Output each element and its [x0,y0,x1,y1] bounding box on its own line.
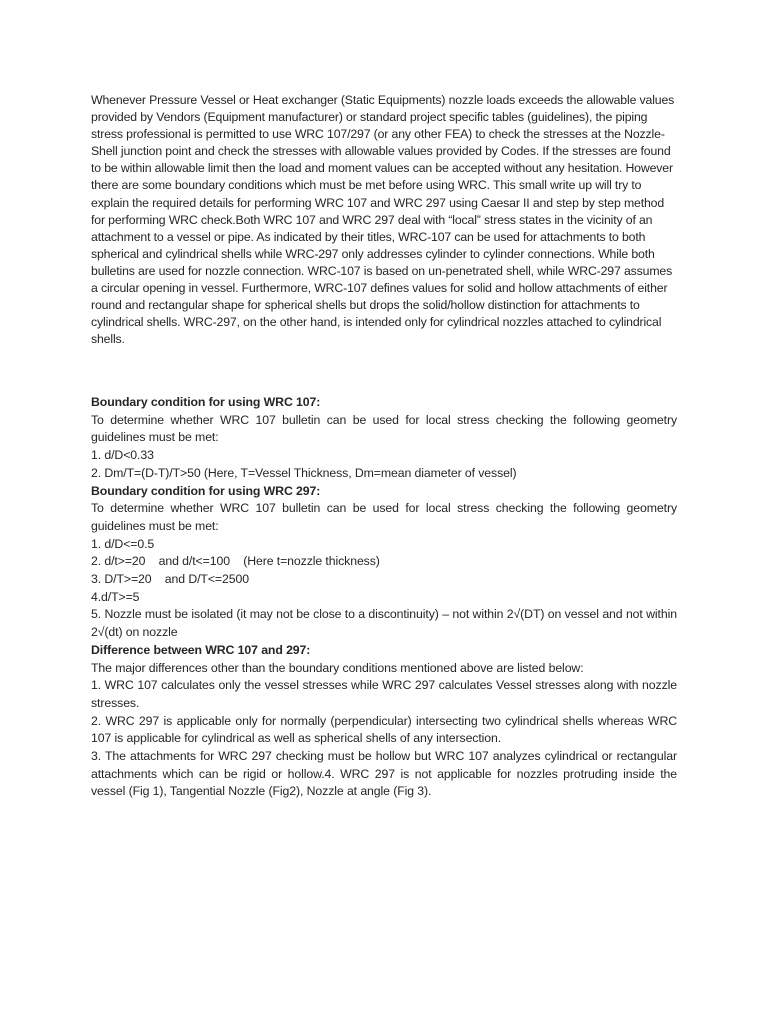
wrc297-text: To determine whether WRC 107 bulletin can be used for local stress checking the following geometry guidelines must be met: [91,501,677,533]
wrc297-item-2: 2. d/t>=20 and d/t<=100 (Here t=nozzle thickness) [91,554,380,569]
wrc107-item-2: 2. Dm/T=(D-T)/T>50 (Here, T=Vessel Thickness, Dm=mean diameter of vessel) [91,465,517,480]
intro-block [91,92,677,348]
difference-text: The major differences other than the boundary conditions mentioned above are listed below: [91,660,584,675]
wrc297-heading: Boundary condition for using WRC 297: [91,483,321,498]
wrc297-item-5: 5. Nozzle must be isolated (it may not be close to a discontinuity) – not within 2√(DT) on vessel and not within 2√(dt) on nozzle [91,607,677,640]
difference-item-2: 2. WRC 297 is applicable only for normally (perpendicular) intersecting two cylindrical shells whereas WRC 107 is applicable for cylindrical as well as spherical shells of any intersection. [91,713,677,746]
boundary-conditions-section [91,394,677,801]
wrc297-item-1: 1. d/D<=0.5 [91,536,155,551]
intro-paragraph: Whenever Pressure Vessel or Heat exchanger (Static Equipments) nozzle loads exceeds the allowable values provided by Vendors (Equipment manufacturer) or standard project specific tables (guidelines), the piping stress professional is permitted to use WRC 107/297 (or any other FEA) to check the stresses at the Nozzle-Shell junction point and check the stresses with allowable values provided by Codes. If the stresses are found to be within allowable limit then the load and moment values can be accepted without any hesitation. However there are some boundary conditions which must be met before using WRC. This small write up will try to explain the required details for performing WRC 107 and WRC 297 using Caesar II and step by step method for performing WRC check.Both WRC 107 and WRC 297 deal with “local” stress states in the vicinity of an attachment to a vessel or pipe. As indicated by their titles, WRC-107 can be used for attachments to both spherical and cylindrical shells while WRC-297 only addresses cylinder to cylinder connections. While both bulletins are used for nozzle connection. WRC-107 is based on un-penetrated shell, while WRC-297 assumes a circular opening in vessel. Furthermore, WRC-107 defines values for solid and hollow attachments of either round and rectangular shape for spherical shells but drops the solid/hollow distinction for attachments to cylindrical shells. WRC-297, on the other hand, is intended only for cylindrical nozzles attached to cylindrical shells. [91,93,675,347]
wrc107-text: To determine whether WRC 107 bulletin can be used for local stress checking the following geometry guidelines must be met: [91,412,677,445]
difference-item-1: 1. WRC 107 calculates only the vessel stresses while WRC 297 calculates Vessel stresses along with nozzle stresses. [91,678,677,710]
wrc107-item-1: 1. d/D<0.33 [91,448,154,463]
difference-item-3: 3. The attachments for WRC 297 checking must be hollow but WRC 107 analyzes cylindrical or rectangular attachments which can be rigid or hollow.4. WRC 297 is not applicable for nozzles protruding inside the vessel (Fig 1), Tangential Nozzle (Fig2), Nozzle at angle (Fig 3). [91,749,677,799]
wrc297-item-3: 3. D/T>=20 and D/T<=2500 [91,572,249,587]
wrc297-item-4: 4.d/T>=5 [91,589,140,604]
difference-heading: Difference between WRC 107 and 297: [91,642,311,657]
wrc107-heading: Boundary condition for using WRC 107: [91,395,321,409]
